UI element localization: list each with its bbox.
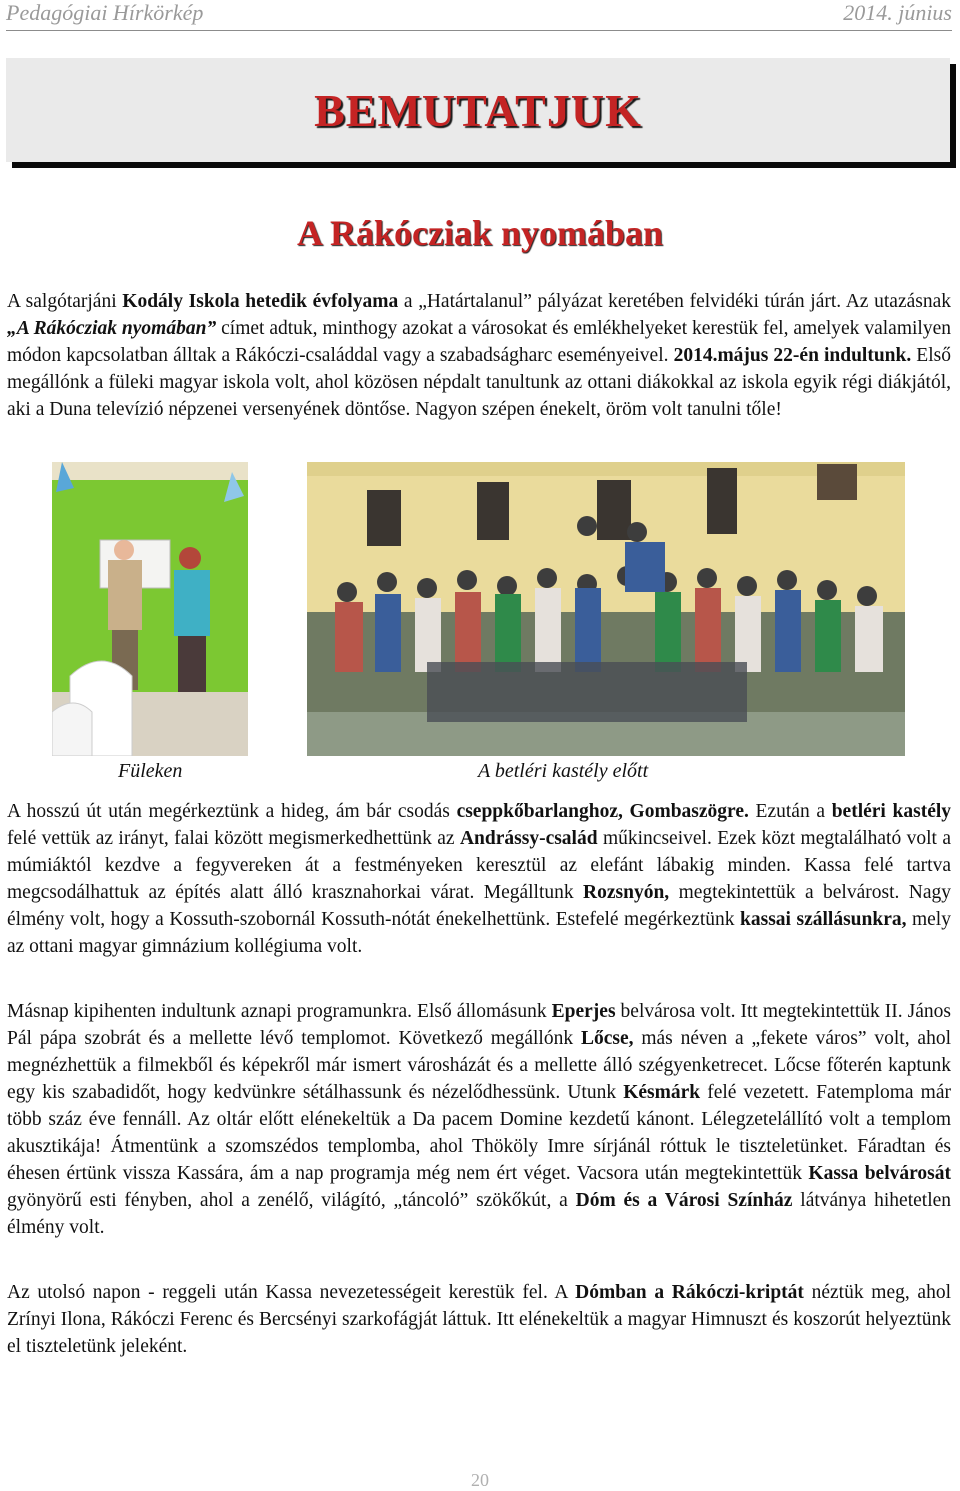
text-run: Kodály Iskola hetedik évfolyama: [122, 291, 399, 312]
text-run: Rozsnyón,: [583, 882, 670, 903]
text-run: Az utolsó napon - reggeli után Kassa nevezetességeit kerestük fel. A: [7, 1282, 576, 1303]
text-run: Lőcse,: [580, 1028, 634, 1049]
photo-fulek: [52, 462, 248, 756]
caption-right: A betléri kastély előtt: [478, 760, 649, 782]
text-run: gyönyörű esti fényben, ahol a zenélő, világító, „táncoló” szökőkút, a: [7, 1190, 576, 1211]
text-run: Első megállónk a füleki magyar iskola volt, ahol közösen népdalt tanultunk az ottani diákokkal az iskola egyik régi diákjától, aki a Duna televízió népzenei versenyének döntőse. Nagyon szépen énekelt, öröm volt tanulni tőle!: [7, 345, 951, 420]
text-run: műkincseivel. Ezek közt megtalálható volt a múmiáktól kezdve a fegyvereken át a festményeken keresztül az elefánt lábakig minden. Kassa felé tartva megcsodálhattuk az építés alatt álló krasznahorkai várat. Megálltunk: [7, 828, 951, 903]
text-run: Eperjes: [551, 1001, 616, 1022]
text-run: belvárosa volt. Itt megtekintettük II. János Pál pápa szobrát és a mellette lévő templomot. Következő megállónk: [7, 1001, 952, 1049]
text-run: Andrássy-család: [459, 828, 598, 849]
text-run: kassai szállásunkra,: [740, 909, 907, 930]
paragraph-intro: [7, 288, 951, 423]
text-run: Ezután a: [748, 801, 832, 822]
text-run: betléri kastély: [831, 801, 952, 822]
issue-date: 2014. június: [843, 0, 952, 25]
text-run: néztük meg, ahol Zrínyi Ilona, Rákóczi Ferenc és Bercsényi szarkofágját láttuk. Itt elénekeltük a magyar Himnuszt és koszorút helyeztünk el tiszteletünk jeleként.: [7, 1282, 951, 1357]
text-run: Dómban a Rákóczi-kriptát: [575, 1282, 804, 1303]
paragraph-kassa: [7, 1279, 951, 1360]
text-run: cseppkőbarlanghoz, Gombaszögre.: [456, 801, 749, 822]
text-run: A hosszú út után megérkeztünk a hideg, ám bár csodás: [7, 801, 457, 822]
text-run: Késmárk: [623, 1082, 701, 1103]
text-run: más néven a „fekete város” volt, ahol megnézhettük a filmekből és képekről már ismert városházát és a mellette álló szégyenketrecet. Lőcse főterén kaptunk egy kis szabadidőt, hogy kedvünkre sétálhassunk és nézelődhessünk. Utunk: [7, 1028, 951, 1103]
photo-betler-castle: [307, 462, 905, 756]
paragraph-eperjes-locse: [7, 998, 951, 1241]
section-banner-text: BEMUTATJUK: [314, 84, 642, 136]
text-run: „A Rákócziak nyomában”: [7, 318, 217, 339]
text-run: felé vezetett. Fatemploma már több száz éve fennáll. Az oltár előtt elénekeltük a Da pacem Domine kezdetű kánont. Lélegzetelállító volt a templom akusztikája! Átmentünk a szomszédos templomba, ahol Thököly Imre sírjánál róttuk le tiszteletünket. Fáradtan és éhesen értünk vissza Kassára, ám a nap programja még nem ért véget. Vacsora után megtekintettük: [7, 1082, 951, 1184]
text-run: Dóm és a Városi Színház: [575, 1190, 793, 1211]
paragraph-gombaszog: [7, 798, 951, 960]
text-run: 2014.május 22-én indultunk.: [673, 345, 912, 366]
text-run: látványa hihetetlen élmény volt.: [7, 1190, 952, 1238]
publication-name: Pedagógiai Hírkörkép: [6, 0, 204, 25]
section-banner: [6, 58, 950, 162]
text-run: Másnap kipihenten indultunk aznapi programunkra. Első állomásunk: [7, 1001, 552, 1022]
text-run: mely az ottani magyar gimnázium kollégiuma volt.: [7, 909, 951, 957]
text-run: A salgótarjáni: [7, 291, 123, 312]
text-run: Kassa belvárosát: [808, 1163, 952, 1184]
text-run: megtekintettük a belvárost. Nagy élmény volt, hogy a Kossuth-szobornál Kossuth-nótát énekelhettünk. Estefelé megérkeztünk: [7, 882, 951, 930]
page-number: 20: [471, 1470, 489, 1490]
text-run: a „Határtalanul” pályázat keretében felvidéki túrán járt. Az utazásnak: [398, 291, 951, 312]
article-title: A Rákócziak nyomában: [296, 213, 664, 253]
running-header: [6, 0, 952, 31]
text-run: felé vettük az irányt, falai között megismerkedhettünk az: [7, 828, 460, 849]
text-run: címet adtuk, minthogy azokat a városokat és emlékhelyeket kerestük fel, amelyek valamilyen módon kapcsolatban álltak a Rákóczi-családdal vagy a szabadságharc eseményeivel.: [7, 318, 951, 366]
caption-left: Füleken: [118, 760, 183, 782]
